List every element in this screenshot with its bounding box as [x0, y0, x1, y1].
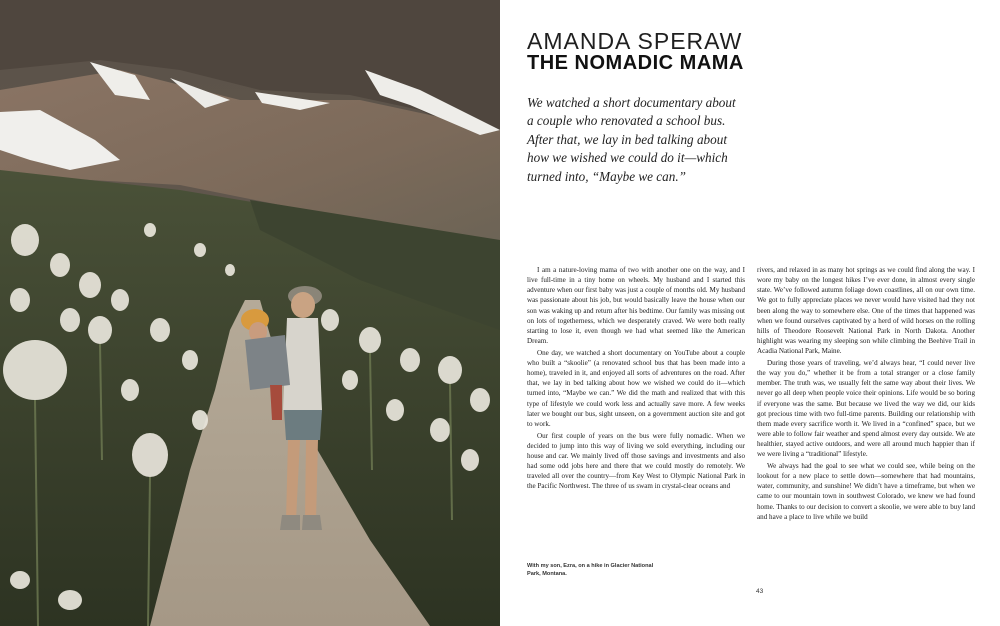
- pull-quote-line: how we wished we could do it—which: [527, 150, 728, 166]
- pull-quote: [527, 94, 736, 186]
- photo-caption: With my son, Ezra, on a hike in Glacier National Park, Montana.: [527, 563, 654, 577]
- pull-quote-line: turned into, “Maybe we can.”: [527, 168, 686, 184]
- pull-quote-line: a couple who renovated a school bus.: [527, 113, 726, 129]
- pull-quote-line: We watched a short documentary about: [527, 95, 736, 110]
- body-paragraph: During those years of traveling, we’d always hear, “I could never live the way you do,” whether it be from a total stranger or a close family member. The truth was, we usually felt the same way about their lives. We never go all deep when people voice their opinions. Life would be so boring if everyone was the same. But because we lived the way we did, our kids got precious time with two full-time parents. Building our relationship with them made every sacrifice worth it. We lived in a “confined” space, but we were able to follow fair weather and spend almost every day outside. We ate healthier, stayed active outdoors, and were all around much happier than if we were living a “traditional” lifestyle.: [757, 358, 975, 459]
- pull-quote-line: After that, we lay in bed talking about: [527, 131, 727, 147]
- article-title: THE NOMADIC MAMA: [527, 52, 744, 74]
- body-column-left: [527, 265, 745, 491]
- page-number: 43: [756, 588, 764, 595]
- body-paragraph: One day, we watched a short documentary on YouTube about a couple who built a “skoolie” (a renovated school bus that has been made into a home), traveled in it, and enjoyed all sorts of adventures on the road. After that, we lay in bed talking about how we wished we could do it—which turned into, “Maybe we can.” We did the math and realized that with this type of lifestyle we could work less and actually save more. A few weeks later we bought our bus, sight unseen, on a government auction site and got to work.: [527, 348, 745, 428]
- body-paragraph: rivers, and relaxed in as many hot springs as we could find along the way. I wore my baby on the longest hikes I’ve ever done, in almost every single state. We’ve followed autumn foliage down coastlines, all on our own time. We got to fully appreciate places we never would have visited had they not been along the way to somewhere else. One of the times that happened was when we found ourselves captivated by a herd of wild horses on the rolling hills of Theodore Roosevelt National Park in North Dakota. Another highlight was wearing my sleeping son while climbing the Beehive Trail in Acadia National Park, Maine.: [757, 266, 975, 356]
- body-column-right: [757, 265, 975, 522]
- article-page: [500, 0, 1000, 626]
- author-name: AMANDA SPERAW: [527, 28, 743, 54]
- body-paragraph: I am a nature-loving mama of two with another one on the way, and I live full-time in a tiny home on wheels. My husband and I started this adventure when our first baby was just a couple of months old. My husband was passionate about his job, but would basically leave the house when our son was waking up and return after his bedtime. Our family was missing out on lots of togetherness, which we desperately craved. We were both really starting to lose it, even though we had what seemed like the American Dream.: [527, 266, 745, 346]
- body-paragraph: Our first couple of years on the bus were fully nomadic. When we decided to jump into this way of living we sold everything, including our house and car. We mainly lived off those savings and investments and also had some odd jobs here and there that we could mostly do remotely. We traveled all over the country—from Key West to Olympic National Park in the Pacific Northwest. The three of us swam in crystal-clear oceans and: [527, 431, 745, 491]
- body-paragraph: We always had the goal to see what we could see, while being on the lookout for a new place to settle down—somewhere that had mountains, water, community, and sunshine! We didn’t have a timeframe, but when we came to our mountain town in southwest Colorado, we knew we had found home. Thanks to our decision to convert a skoolie, we were able to buy land and have a place to live while we build: [757, 461, 975, 521]
